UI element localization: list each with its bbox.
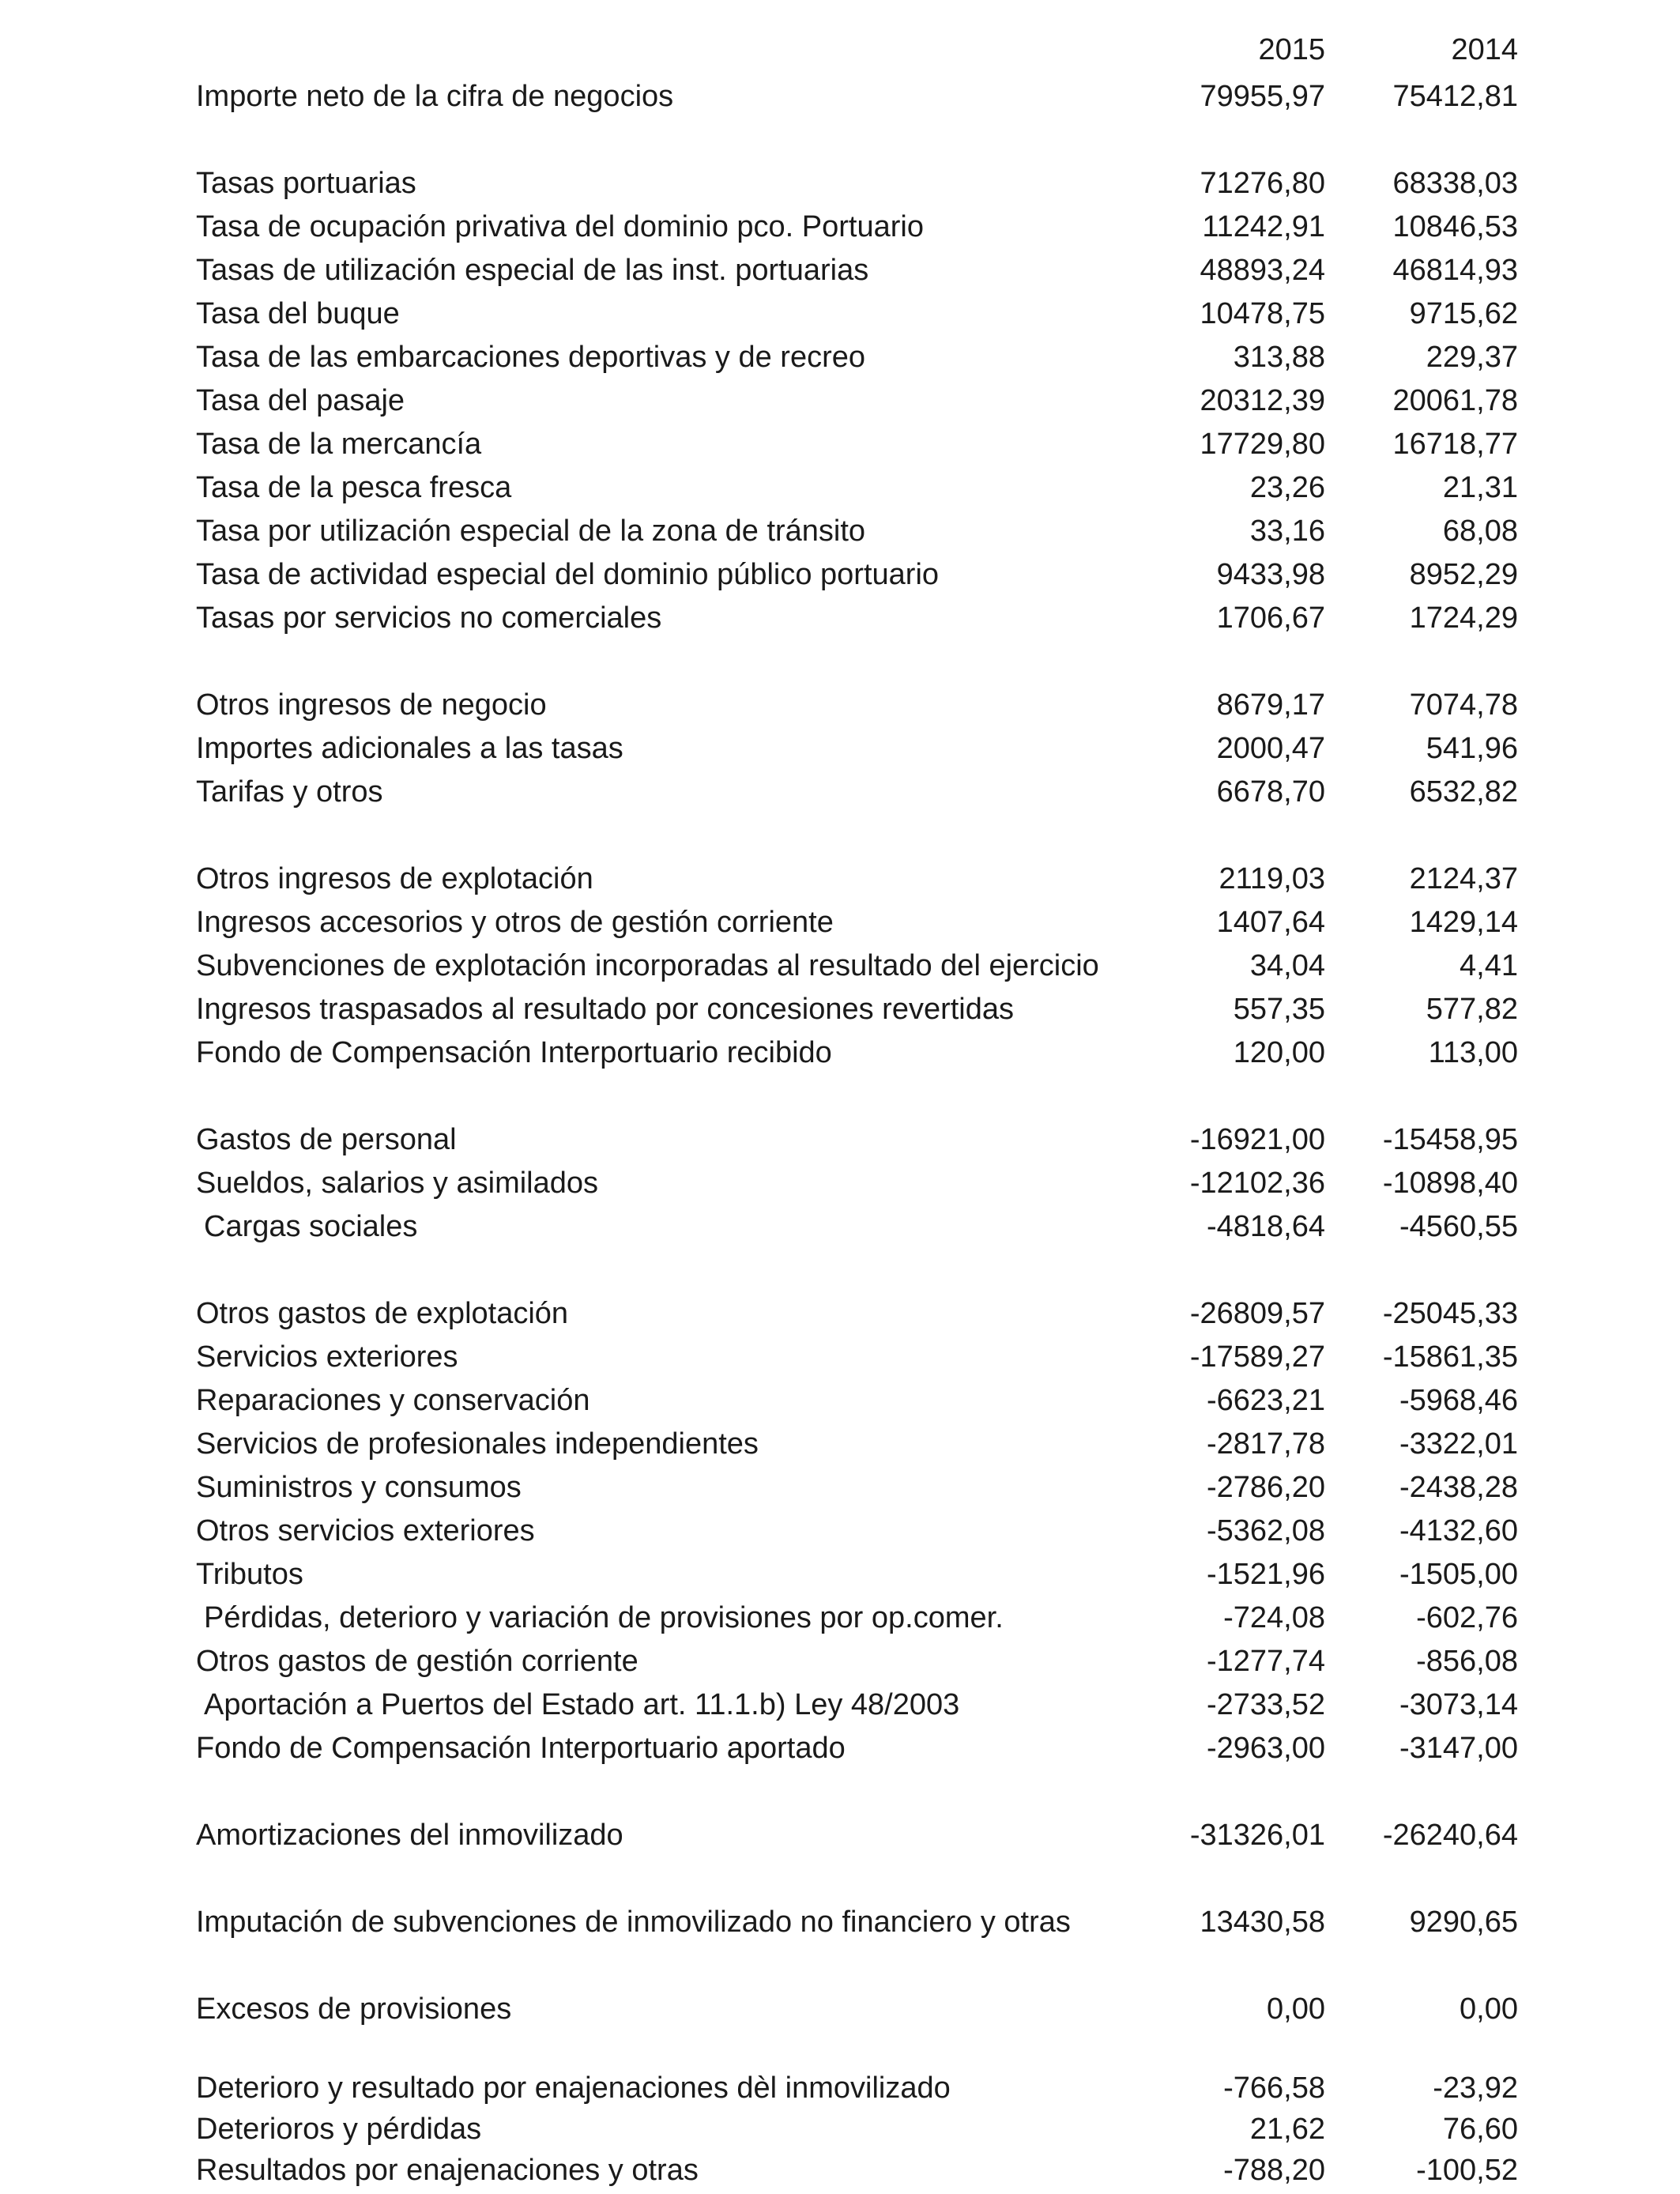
row-label: Otros gastos de gestión corriente — [196, 1645, 638, 1678]
value-2014: -3073,14 — [1399, 1688, 1518, 1721]
row-label: Tasa del buque — [196, 297, 400, 330]
row-label: Tributos — [196, 1558, 303, 1591]
table-row — [0, 1119, 1680, 1160]
row-label: Resultados por enajenaciones y otras — [196, 2154, 699, 2187]
row-label: Tasa por utilización especial de la zona de tránsito — [196, 515, 866, 548]
value-2015: 34,04 — [1249, 949, 1325, 982]
row-label: Sueldos, salarios y asimilados — [196, 1167, 599, 1200]
value-2014: 577,82 — [1426, 993, 1518, 1026]
value-2015: 6678,70 — [1216, 775, 1325, 809]
value-2014: 4,41 — [1460, 949, 1518, 982]
table-row — [0, 1597, 1680, 1638]
row-label: Servicios exteriores — [196, 1340, 458, 1374]
table-row — [0, 1423, 1680, 1465]
value-2014: -3322,01 — [1399, 1427, 1518, 1461]
row-label: Tasa de las embarcaciones deportivas y de recreo — [196, 341, 866, 374]
table-row — [0, 1510, 1680, 1551]
value-2015: -1277,74 — [1206, 1645, 1325, 1678]
table-row — [0, 337, 1680, 378]
value-2015: 9433,98 — [1216, 558, 1325, 591]
row-label: Fondo de Compensación Interportuario aportado — [196, 1732, 846, 1765]
table-row — [0, 728, 1680, 769]
table-row — [0, 1293, 1680, 1334]
value-2014: 229,37 — [1426, 341, 1518, 374]
value-2014: -602,76 — [1416, 1601, 1518, 1634]
row-label: Amortizaciones del inmovilizado — [196, 1819, 623, 1852]
value-2015: -17589,27 — [1189, 1340, 1325, 1374]
value-2015: 20312,39 — [1200, 384, 1325, 417]
value-2015: 557,35 — [1233, 993, 1325, 1026]
table-row — [0, 511, 1680, 552]
value-2014: 8952,29 — [1409, 558, 1518, 591]
table-row — [0, 1902, 1680, 1943]
value-2014: 21,31 — [1442, 471, 1518, 504]
table-row — [0, 945, 1680, 986]
value-2014: 76,60 — [1442, 2113, 1518, 2146]
value-2014: -5968,46 — [1399, 1384, 1518, 1417]
value-2015: 21,62 — [1249, 2113, 1325, 2146]
value-2015: 0,00 — [1267, 1992, 1325, 2026]
value-2015: 8679,17 — [1216, 688, 1325, 722]
row-label: Importe neto de la cifra de negocios — [196, 80, 674, 113]
row-label: Excesos de provisiones — [196, 1992, 512, 2026]
value-2015: -31326,01 — [1189, 1819, 1325, 1852]
value-2015: -2786,20 — [1206, 1471, 1325, 1504]
year-header-2015: 2015 — [1258, 33, 1325, 66]
value-2014: 6532,82 — [1409, 775, 1518, 809]
table-row — [0, 771, 1680, 812]
value-2015: 2000,47 — [1216, 732, 1325, 765]
value-2014: -15458,95 — [1382, 1123, 1518, 1156]
row-label: Imputación de subvenciones de inmovilizado no financiero y otras — [196, 1906, 1071, 1939]
value-2015: -6623,21 — [1206, 1384, 1325, 1417]
value-2014: 7074,78 — [1409, 688, 1518, 722]
value-2015: 23,26 — [1249, 471, 1325, 504]
value-2014: 46814,93 — [1392, 254, 1518, 287]
row-label: Pérdidas, deterioro y variación de provisiones por op.comer. — [204, 1601, 1004, 1634]
value-2014: 9290,65 — [1409, 1906, 1518, 1939]
table-row — [0, 1989, 1680, 2030]
table-row — [0, 293, 1680, 334]
value-2014: -25045,33 — [1382, 1297, 1518, 1330]
value-2014: 68338,03 — [1392, 167, 1518, 200]
value-2015: -16921,00 — [1189, 1123, 1325, 1156]
value-2015: 10478,75 — [1200, 297, 1325, 330]
value-2015: 33,16 — [1249, 515, 1325, 548]
value-2014: 2124,37 — [1409, 862, 1518, 895]
table-row — [0, 1336, 1680, 1378]
value-2015: 1407,64 — [1216, 906, 1325, 939]
table-row — [0, 2150, 1680, 2191]
table-row — [0, 206, 1680, 247]
table-row — [0, 684, 1680, 726]
value-2014: 541,96 — [1426, 732, 1518, 765]
table-row — [0, 1163, 1680, 1204]
value-2015: -1521,96 — [1206, 1558, 1325, 1591]
table-row — [0, 1206, 1680, 1247]
row-label: Gastos de personal — [196, 1123, 457, 1156]
value-2014: -15861,35 — [1382, 1340, 1518, 1374]
value-2014: -26240,64 — [1382, 1819, 1518, 1852]
row-label: Otros ingresos de explotación — [196, 862, 593, 895]
row-label: Tasa de la mercancía — [196, 428, 482, 461]
table-row — [0, 2068, 1680, 2109]
value-2014: 10846,53 — [1392, 210, 1518, 243]
value-2014: 0,00 — [1460, 1992, 1518, 2026]
value-2014: 16718,77 — [1392, 428, 1518, 461]
row-label: Otros ingresos de negocio — [196, 688, 547, 722]
row-label: Tasa de ocupación privativa del dominio pco. Portuario — [196, 210, 924, 243]
row-label: Otros gastos de explotación — [196, 1297, 569, 1330]
value-2015: -766,58 — [1223, 2071, 1325, 2105]
value-2015: -4818,64 — [1206, 1210, 1325, 1243]
table-row — [0, 163, 1680, 204]
row-label: Reparaciones y conservación — [196, 1384, 590, 1417]
table-row — [0, 1641, 1680, 1682]
row-label: Aportación a Puertos del Estado art. 11.1.b) Ley 48/2003 — [204, 1688, 960, 1721]
value-2014: -23,92 — [1433, 2071, 1518, 2105]
table-row — [0, 380, 1680, 421]
value-2014: 1429,14 — [1409, 906, 1518, 939]
row-label: Importes adicionales a las tasas — [196, 732, 623, 765]
value-2014: -3147,00 — [1399, 1732, 1518, 1765]
value-2014: 1724,29 — [1409, 601, 1518, 635]
row-label: Tasa del pasaje — [196, 384, 405, 417]
row-label: Cargas sociales — [204, 1210, 418, 1243]
value-2015: -12102,36 — [1189, 1167, 1325, 1200]
row-label: Tasas de utilización especial de las inst. portuarias — [196, 254, 869, 287]
row-label: Tasa de la pesca fresca — [196, 471, 512, 504]
row-label: Tasas portuarias — [196, 167, 416, 200]
value-2014: -10898,40 — [1382, 1167, 1518, 1200]
value-2014: -100,52 — [1416, 2154, 1518, 2187]
table-row — [0, 1032, 1680, 1073]
value-2015: -2733,52 — [1206, 1688, 1325, 1721]
row-label: Tasas por servicios no comerciales — [196, 601, 662, 635]
table-row — [0, 1684, 1680, 1725]
value-2014: 75412,81 — [1392, 80, 1518, 113]
value-2015: 313,88 — [1233, 341, 1325, 374]
value-2014: 9715,62 — [1409, 297, 1518, 330]
table-row — [0, 250, 1680, 291]
table-row — [0, 1728, 1680, 1769]
value-2015: -788,20 — [1223, 2154, 1325, 2187]
table-row — [0, 2109, 1680, 2150]
value-2014: -856,08 — [1416, 1645, 1518, 1678]
row-label: Ingresos traspasados al resultado por concesiones revertidas — [196, 993, 1015, 1026]
value-2015: 13430,58 — [1200, 1906, 1325, 1939]
value-2014: -4132,60 — [1399, 1514, 1518, 1547]
table-row — [0, 1815, 1680, 1856]
row-label: Ingresos accesorios y otros de gestión corriente — [196, 906, 834, 939]
table-row — [0, 467, 1680, 508]
table-row — [0, 424, 1680, 465]
table-row — [0, 989, 1680, 1030]
value-2015: 71276,80 — [1200, 167, 1325, 200]
value-2014: 68,08 — [1442, 515, 1518, 548]
value-2015: 17729,80 — [1200, 428, 1325, 461]
table-row — [0, 1467, 1680, 1508]
table-row — [0, 598, 1680, 639]
row-label: Deterioro y resultado por enajenaciones dèl inmovilizado — [196, 2071, 951, 2105]
value-2015: 120,00 — [1233, 1036, 1325, 1069]
row-label: Servicios de profesionales independientes — [196, 1427, 759, 1461]
value-2015: -5362,08 — [1206, 1514, 1325, 1547]
table-row — [0, 76, 1680, 117]
row-label: Deterioros y pérdidas — [196, 2113, 482, 2146]
row-label: Otros servicios exteriores — [196, 1514, 535, 1547]
value-2015: 11242,91 — [1202, 210, 1325, 243]
value-2015: 2119,03 — [1219, 862, 1325, 895]
row-label: Suministros y consumos — [196, 1471, 522, 1504]
value-2015: -26809,57 — [1189, 1297, 1325, 1330]
year-header-2014: 2014 — [1451, 33, 1518, 66]
table-row — [0, 554, 1680, 595]
value-2014: -1505,00 — [1399, 1558, 1518, 1591]
table-row — [0, 1380, 1680, 1421]
value-2015: 79955,97 — [1200, 80, 1325, 113]
value-2014: -2438,28 — [1399, 1471, 1518, 1504]
row-label: Tarifas y otros — [196, 775, 383, 809]
table-row — [0, 1554, 1680, 1595]
row-label: Subvenciones de explotación incorporadas al resultado del ejercicio — [196, 949, 1099, 982]
value-2014: 113,00 — [1428, 1036, 1518, 1069]
table-row — [0, 902, 1680, 943]
table-row — [0, 858, 1680, 899]
value-2015: -2817,78 — [1206, 1427, 1325, 1461]
value-2015: -2963,00 — [1206, 1732, 1325, 1765]
value-2014: 20061,78 — [1392, 384, 1518, 417]
value-2015: 48893,24 — [1200, 254, 1325, 287]
row-label: Fondo de Compensación Interportuario recibido — [196, 1036, 832, 1069]
value-2014: -4560,55 — [1399, 1210, 1518, 1243]
value-2015: -724,08 — [1223, 1601, 1325, 1634]
row-label: Tasa de actividad especial del dominio público portuario — [196, 558, 940, 591]
value-2015: 1706,67 — [1216, 601, 1325, 635]
